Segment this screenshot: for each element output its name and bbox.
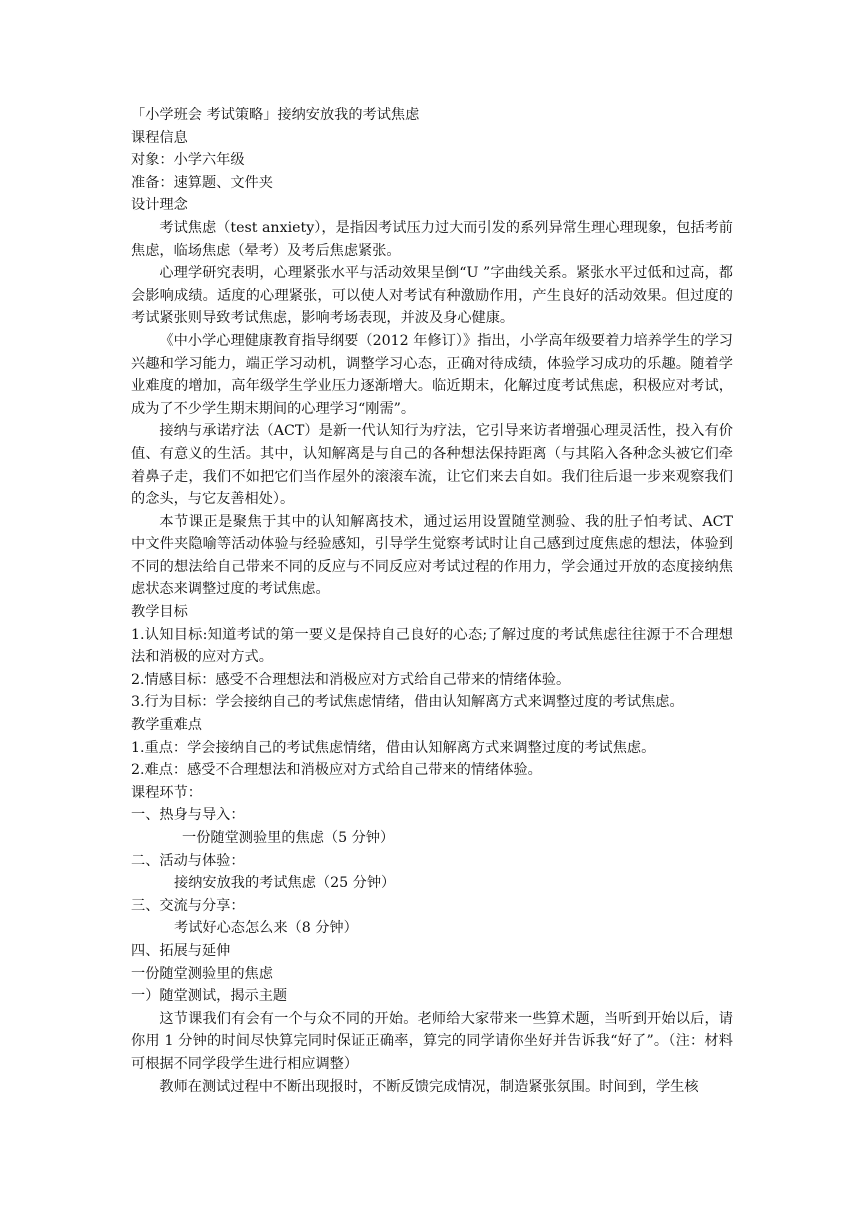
stage-name: 二、活动与体验： [131,852,245,869]
goal-item: 2.情感目标：感受不合理想法和消极应对方式给自己带来的情绪体验。 [131,671,571,688]
preparation-materials: 准备：速算题、文件夹 [131,174,273,191]
section-title: 一份随堂测验里的焦虑 [131,965,273,982]
body-paragraph: 这节课我们有会有一个与众不同的开始。老师给大家带来一些算术题，当听到开始以后，请你用 1 分钟的时间尽快算完同时保证正确率，算完的同学请你坐好并告诉我“好了”。（注：材料可根据不同学段学生进行相应调整） [131,1010,733,1072]
body-paragraph: 教师在测试过程中不断出现报时，不断反馈完成情况，制造紧张氛围。时间到，学生核 [159,1078,699,1095]
stages-heading: 课程环节： [131,784,202,801]
stage-name: 四、拓展与延伸 [131,942,231,959]
philosophy-paragraph: 本节课正是聚焦于其中的认知解离技术，通过运用设置随堂测验、我的肚子怕考试、ACT 中文件夹隐喻等活动体验与经验感知，引导学生觉察考试时让自己感到过度焦虑的想法，体验到不同的想法给自己带来不同的反应与不同反应对考试过程的作用力，学会通过开放的态度接纳焦虑状态来调整过度的考试焦虑。 [131,513,733,598]
stage-activity: 考试好心态怎么来（8 分钟） [174,920,358,937]
stage-name: 三、交流与分享： [131,897,245,914]
philosophy-heading: 设计理念 [131,197,188,214]
document-title: 「小学班会 考试策略」接纳安放我的考试焦虑 [131,107,420,123]
philosophy-paragraph: 心理学研究表明，心理紧张水平与活动效果呈倒“U ”字曲线关系。紧张水平过低和过高，都会影响成绩。适度的心理紧张，可以使人对考试有种激励作用，产生良好的活动效果。但过度的考试紧张则导致考试焦虑，影响考场表现，并波及身心健康。 [131,265,733,327]
keypoint-item: 1.重点：学会接纳自己的考试焦虑情绪，借由认知解离方式来调整过度的考试焦虑。 [131,739,656,756]
target-audience: 对象：小学六年级 [131,152,245,169]
stage-activity: 一份随堂测验里的焦虑（5 分钟） [182,830,395,846]
course-info-heading: 课程信息 [131,129,188,146]
philosophy-paragraph: 考试焦虑（test anxiety），是指因考试压力过大而引发的系列异常生理心理现象，包括考前焦虑，临场焦虑（晕考）及考后焦虑紧张。 [131,219,733,259]
goal-item: 3.行为目标：学会接纳自己的考试焦虑情绪，借由认知解离方式来调整过度的考试焦虑。 [131,694,684,711]
document-page [131,104,733,1098]
subsection-title: 一）随堂测试，揭示主题 [131,988,288,1005]
goal-item: 1.认知目标:知道考试的第一要义是保持自己良好的心态;了解过度的考试焦虑往往源于不合理想法和消极的应对方式。 [131,626,733,666]
philosophy-paragraph: 《中小学心理健康教育指导纲要（2012 年修订）》指出，小学高年级要着力培养学生的学习兴趣和学习能力，端正学习动机，调整学习心态，正确对待成绩，体验学习成功的乐趣。随着学业难度的增加，高年级学生学业压力逐渐增大。临近期末，化解过度考试焦虑，积极应对考试，成为了不少学生期末期间的心理学习“刚需”。 [131,332,733,417]
keypoint-item: 2.难点：感受不合理想法和消极应对方式给自己带来的情绪体验。 [131,762,542,779]
philosophy-paragraph: 接纳与承诺疗法（ACT）是新一代认知行为疗法，它引导来访者增强心理灵活性，投入有价值、有意义的生活。其中，认知解离是与自己的各种想法保持距离（与其陷入各种念头被它们牵着鼻子走，我们不如把它们当作屋外的滚滚车流，让它们来去自如。我们往后退一步来观察我们的念头，与它友善相处）。 [131,423,733,508]
stage-name: 一、热身与导入： [131,807,245,824]
keypoints-heading: 教学重难点 [131,717,202,734]
goals-heading: 教学目标 [131,604,188,621]
stage-activity: 接纳安放我的考试焦虑（25 分钟） [174,875,396,892]
